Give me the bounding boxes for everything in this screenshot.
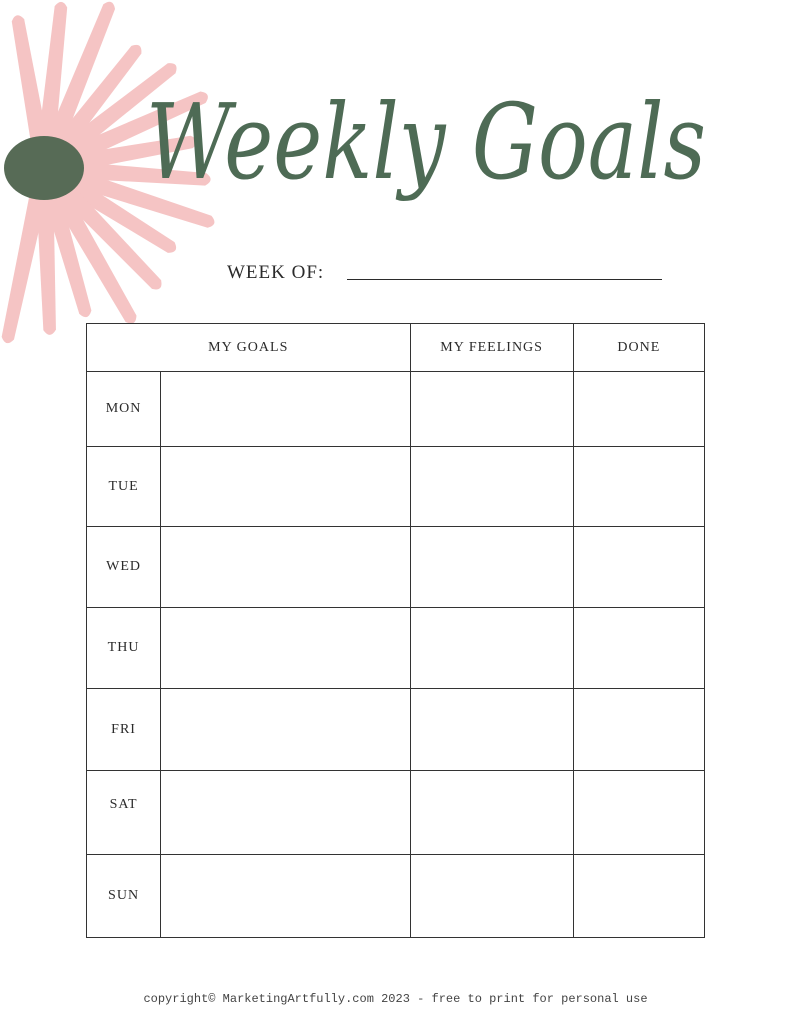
- table-row: [87, 855, 705, 938]
- goals-cell-mon[interactable]: [161, 372, 410, 447]
- week-of-label: WEEK OF:: [227, 262, 325, 283]
- feelings-cell-thu[interactable]: [410, 608, 573, 689]
- day-label-sun: SUN: [87, 855, 161, 938]
- day-label-fri: FRI: [87, 689, 161, 771]
- done-cell-tue[interactable]: [573, 447, 704, 527]
- flower-center: [4, 136, 84, 200]
- copyright-footer: copyright© MarketingArtfully.com 2023 - free to print for personal use: [143, 992, 648, 1006]
- goals-cell-tue[interactable]: [161, 447, 410, 527]
- week-of-field-line[interactable]: [347, 279, 662, 280]
- page-title-text: Weekly Goals: [146, 81, 706, 203]
- goals-cell-wed[interactable]: [161, 527, 410, 608]
- done-cell-mon[interactable]: [573, 372, 704, 447]
- table-row: [87, 689, 705, 771]
- goals-cell-fri[interactable]: [161, 689, 410, 771]
- column-header-my-goals: MY GOALS: [87, 324, 411, 372]
- feelings-cell-fri[interactable]: [410, 689, 573, 771]
- goals-cell-sun[interactable]: [161, 855, 410, 938]
- page-title: [140, 48, 760, 238]
- feelings-cell-wed[interactable]: [410, 527, 573, 608]
- done-cell-sat[interactable]: [573, 771, 704, 855]
- day-label-wed: WED: [87, 527, 161, 608]
- day-label-thu: THU: [87, 608, 161, 689]
- feelings-cell-tue[interactable]: [410, 447, 573, 527]
- feelings-cell-sun[interactable]: [410, 855, 573, 938]
- day-label-sat: SAT: [87, 771, 161, 855]
- table-row: [87, 527, 705, 608]
- table-row: [87, 608, 705, 689]
- column-header-done: DONE: [573, 324, 704, 372]
- feelings-cell-mon[interactable]: [410, 372, 573, 447]
- column-header-my-feelings: MY FEELINGS: [410, 324, 573, 372]
- done-cell-thu[interactable]: [573, 608, 704, 689]
- done-cell-wed[interactable]: [573, 527, 704, 608]
- table-row: [87, 372, 705, 447]
- done-cell-sun[interactable]: [573, 855, 704, 938]
- feelings-cell-sat[interactable]: [410, 771, 573, 855]
- day-label-mon: MON: [87, 372, 161, 447]
- done-cell-fri[interactable]: [573, 689, 704, 771]
- table-row: [87, 447, 705, 527]
- day-label-tue: TUE: [87, 447, 161, 527]
- table-row: [87, 771, 705, 855]
- goals-cell-sat[interactable]: [161, 771, 410, 855]
- weekly-goals-table: [86, 323, 705, 938]
- goals-cell-thu[interactable]: [161, 608, 410, 689]
- table-header-row: [87, 324, 705, 372]
